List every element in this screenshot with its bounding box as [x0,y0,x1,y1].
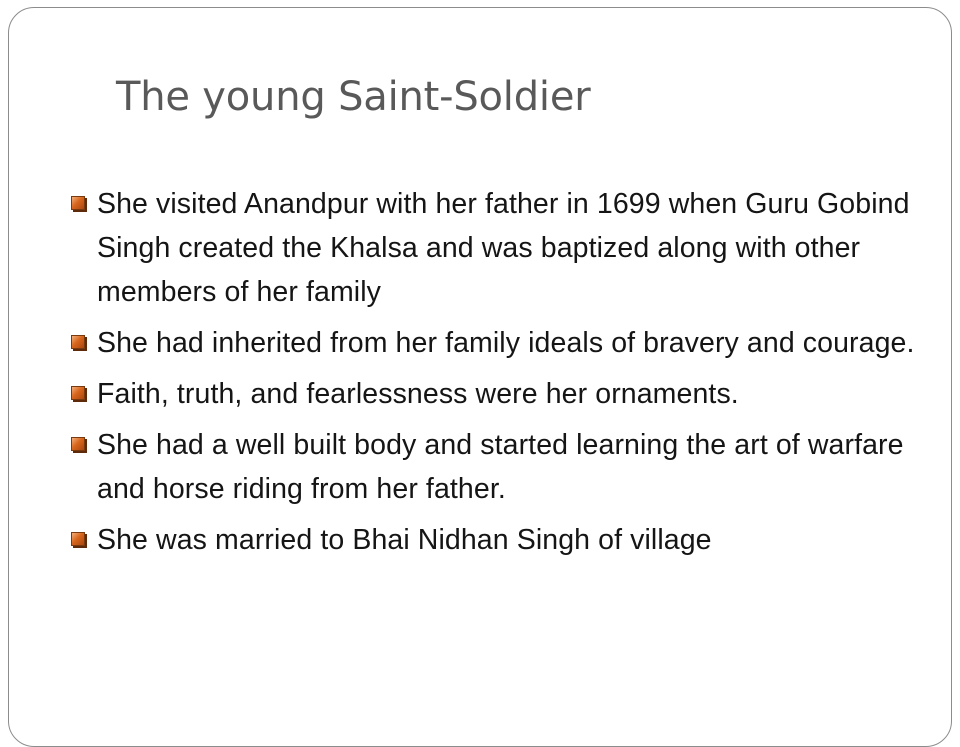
bullet-item [71,182,921,314]
square-bullet-icon [71,532,85,546]
square-bullet-icon [71,335,85,349]
bullet-text: She was married to Bhai Nidhan Singh of village [97,524,712,556]
bullet-text: Faith, truth, and fearlessness were her ornaments. [97,378,739,410]
bullet-item [71,372,921,416]
square-bullet-icon [71,437,85,451]
slide-frame [8,7,952,747]
square-bullet-icon [71,386,85,400]
bullet-item [71,423,921,511]
bullet-item [71,321,921,365]
square-bullet-icon [71,196,85,210]
bullet-list [71,182,921,569]
bullet-text: She had inherited from her family ideals of bravery and courage. [97,327,915,359]
slide-title: The young Saint-Soldier [116,74,591,120]
bullet-item [71,518,921,562]
bullet-text: She visited Anandpur with her father in 1699 when Guru Gobind Singh created the Khalsa and was baptized along with other members of her family [97,188,910,308]
bullet-text: She had a well built body and started learning the art of warfare and horse riding from her father. [97,429,904,505]
